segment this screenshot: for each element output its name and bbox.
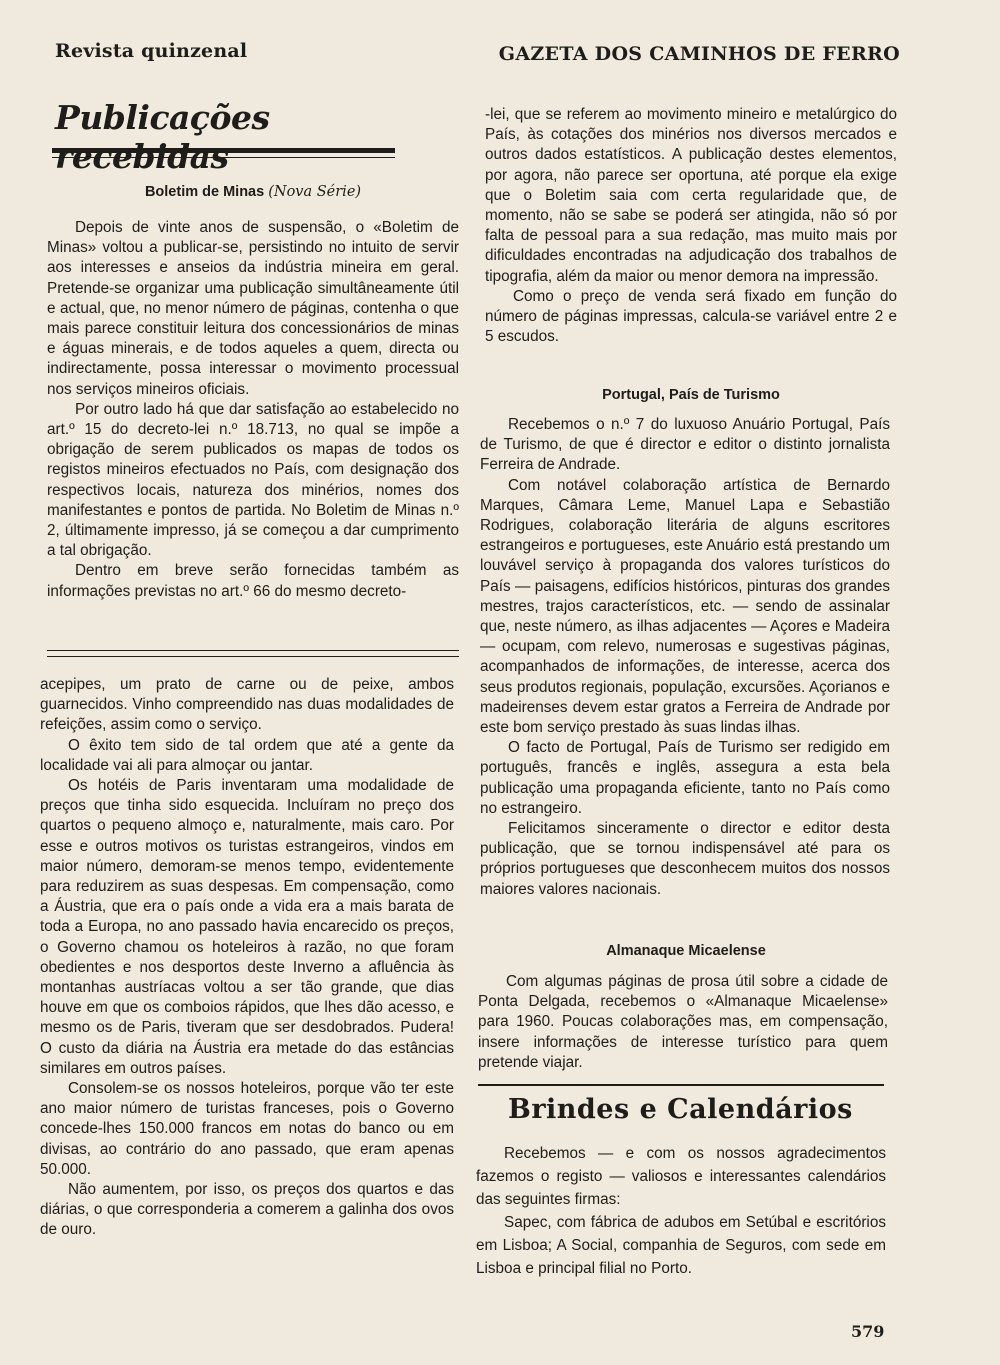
running-header-right: GAZETA DOS CAMINHOS DE FERRO (498, 43, 900, 65)
paragraph: Consolem-se os nossos hoteleiros, porque vão ter este ano maior número de turistas franceses, pois o Governo concede-lhes 150.000 francos em notas do banco ou em divisas, ao contrário do ano passado, que eram apenas 50.000. (40, 1080, 454, 1178)
turismo-article-body (40, 675, 454, 1241)
portugal-body (480, 415, 890, 900)
paragraph: Sapec, com fábrica de adubos em Setúbal e escritórios em Lisboa; A Social, companhia de Seguros, com sede em Lisboa e principal filial no Porto. (476, 1214, 886, 1277)
brindes-body (476, 1142, 886, 1280)
section-title: Publicações (55, 98, 270, 137)
paragraph: Não aumentem, por isso, os preços dos quartos e das diárias, o que corresponderia a comerem a galinha dos ovos de ouro. (40, 1181, 454, 1239)
boletim-heading-text: Boletim de Minas (144, 184, 265, 200)
boletim-continuation (485, 105, 897, 347)
column-divider (47, 650, 459, 651)
column-divider-2 (47, 656, 459, 657)
paragraph: Com notável colaboração artística de Bernardo Marques, Câmara Leme, Manuel Lapa e Sebastião Rodrigues, colaboração literária de alguns escritores estrangeiros e portugueses, este Anuário está prestando um louvável serviço à propaganda dos valores turísticos do País — paisagens, edifícios históricos, pinturas dos grandes mestres, trajos característicos, etc. — sendo de assinalar que, neste número, as ilhas adjacentes — Açores e Madeira — ocupam, com relevo, numerosas e sugestivas páginas, acompanhados de informações, de interesse, acerca dos seus produtos regionais, população, excursões. Açorianos e madeirenses devem estar gratos a Ferreira de Andrade por este bom serviço prestado às suas lindas ilhas. (480, 476, 890, 737)
micaelense-heading: Almanaque Micaelense (606, 943, 766, 959)
micaelense-body (478, 972, 888, 1073)
portugal-heading: Portugal, País de Turismo (602, 387, 780, 403)
paragraph: Recebemos o n.º 7 do luxuoso Anuário Portugal, País de Turismo, de que é director e editor o distinto jornalista Ferreira de Andrade. (480, 416, 890, 474)
boletim-body (47, 218, 459, 602)
paragraph: O facto de Portugal, País de Turismo ser redigido em português, francês e inglês, assegura a esta bela publicação uma propaganda eficiente, tanto no País como no estrangeiro. (480, 739, 890, 817)
title-rule (52, 148, 395, 153)
title-rule-thin (52, 157, 395, 158)
brindes-rule (478, 1084, 884, 1086)
paragraph: Recebemos — e com os nossos agradecimentos fazemos o registo — valiosos e interessantes calendários das seguintes firmas: (476, 1145, 886, 1208)
boletim-heading (47, 184, 459, 200)
paragraph: Com algumas páginas de prosa útil sobre a cidade de Ponta Delgada, recebemos o «Almanaque Micaelense» para 1960. Poucas colaborações mas, em compensação, insere informações de interesse turístico para quem pretende viajar. (478, 973, 888, 1071)
paragraph: -lei, que se referem ao movimento mineiro e metalúrgico do País, às cotações dos minérios nos diversos mercados e outros dados estatísticos. A publicação destes elementos, por agora, não parece ser oportuna, até porque ela exige que o Boletim saia com certa regularidade que, de momento, não se sabe se poderá ser atingida, não só por falta de pessoal para a sua redação, mas muito mais por dificuldades encontradas na adjudicação dos trabalhos de tipografia, além da maior ou menor demora na impressão. (485, 106, 897, 285)
paragraph: Dentro em breve serão fornecidas também as informações previstas no art.º 66 do mesmo decreto- (47, 562, 459, 600)
page-number: 579 (851, 1322, 885, 1341)
paragraph: Como o preço de venda será fixado em função do número de páginas impressas, calcula-se variável entre 2 e 5 escudos. (485, 287, 897, 346)
boletim-heading-italic: (Nova Série) (268, 184, 362, 200)
paragraph: Depois de vinte anos de suspensão, o «Boletim de Minas» voltou a publicar-se, persistindo no intuito de servir aos interesses e anseios da indústria mineira em geral. Pretende-se organizar uma publicação simultâneamente útil e actual, que, no menor número de páginas, contenha o que mais parece constituir leitura dos concessionários de minas e águas minerais, e de todos aqueles a quem, directa ou indirectamente, possa interessar o movimento processual nos serviços mineiros oficiais. (47, 219, 459, 398)
paragraph: Os hotéis de Paris inventaram uma modalidade de preços que tinha sido esquecida. Incluíram no preço dos quartos o pequeno almoço e, naturalmente, mais caro. Por esse e outros motivos os turistas estrangeiros, vindos em maior número, demoram-se menos tempo, evidentemente para reduzirem as suas despesas. Em compensação, como a Áustria, que era o país onde a vida era a mais barata de toda a Europa, no ano passado havia encarecido os preços, o Governo chamou os hoteleiros à razão, no que foram obedientes e nos desportos deste Inverno a afluência às montanhas austríacas voltou a ser tão grande, que dias houve em que os comboios rápidos, que lhes dão acesso, e mesmo os de Paris, tiveram que ser desdobrados. Pudera! O custo da diária na Áustria era metade do das estâncias similares em outros países. (40, 777, 454, 1077)
paragraph: Felicitamos sinceramente o director e editor desta publicação, que se tornou indispensável até para os próprios portugueses que desconhecem muitos dos nossos maiores valores nacionais. (480, 820, 890, 898)
running-header-left: Revista quinzenal (55, 40, 248, 62)
paragraph: acepipes, um prato de carne ou de peixe, ambos guarnecidos. Vinho compreendido nas duas modalidades de refeições, assim como o serviço. (40, 676, 454, 734)
brindes-title: Brindes e Calendários (508, 1094, 853, 1125)
paragraph: O êxito tem sido de tal ordem que até a gente da localidade vai ali para almoçar ou jantar. (40, 736, 454, 774)
paragraph: Por outro lado há que dar satisfação ao estabelecido no art.º 15 do decreto-lei n.º 18.713, no qual se impõe a obrigação de serem publicados os mapas de todos os registos mineiros efectuados no País, com designação dos respectivos locais, natureza dos minérios, nomes dos manifestantes e pontos de partida. No Boletim de Minas n.º 2, últimamente impresso, já se começou a dar cumprimento a tal obrigação. (47, 400, 459, 560)
